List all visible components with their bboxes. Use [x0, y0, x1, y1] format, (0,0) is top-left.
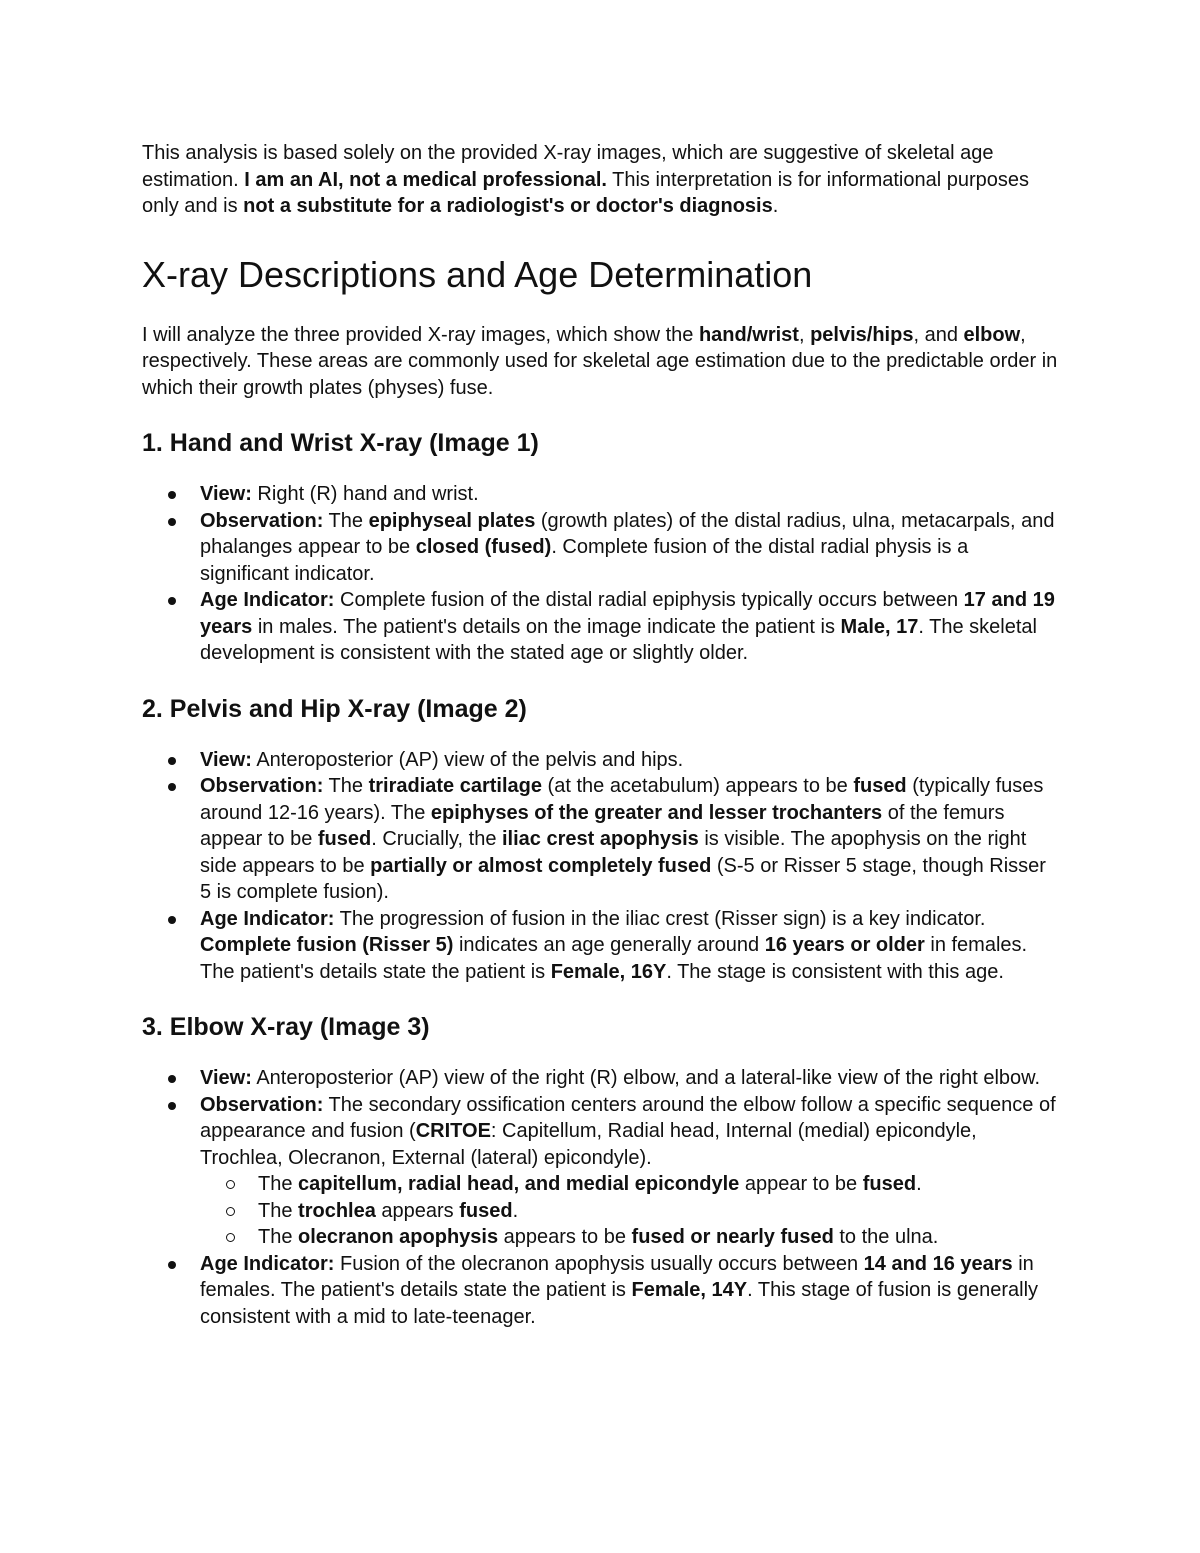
elbow-list [142, 1065, 1062, 1330]
sublist-item: The trochlea appears fused. [200, 1198, 1062, 1225]
document-page [142, 140, 1062, 1356]
section-heading-pelvis-hip: 2. Pelvis and Hip X-ray (Image 2) [142, 694, 527, 723]
list-item-observation: Observation: The secondary ossification centers around the elbow follow a specific sequence of appearance and fusion (CRITOE: Capitellum, Radial head, Internal (medial) epicondyle, Trochlea, Olecranon, External (lateral) epicondyle). The capitellum, radial head, and medial epicondyle appear to be fused. The trochlea appears fused. The olecranon apophysis appears to be fused or nearly fused to the ulna. [142, 1092, 1062, 1251]
list-item-view: View: Anteroposterior (AP) view of the right (R) elbow, and a lateral-like view of the right elbow. [142, 1065, 1062, 1092]
list-item-observation: Observation: The triradiate cartilage (at the acetabulum) appears to be fused (typically fuses around 12-16 years). The epiphyses of the greater and lesser trochanters of the femurs appear to be fused. Crucially, the iliac crest apophysis is visible. The apophysis on the right side appears to be partially or almost completely fused (S-5 or Risser 5 stage, though Risser 5 is complete fusion). [142, 773, 1062, 906]
list-item-view: View: Anteroposterior (AP) view of the pelvis and hips. [142, 747, 1062, 774]
pelvis-hip-list [142, 747, 1062, 986]
overview-paragraph: I will analyze the three provided X-ray images, which show the hand/wrist, pelvis/hips, and elbow, respectively. These areas are commonly used for skeletal age estimation due to the predictable order in which their growth plates (physes) fuse. [142, 323, 1058, 399]
sublist-item: The olecranon apophysis appears to be fused or nearly fused to the ulna. [200, 1224, 1062, 1251]
section-heading-elbow: 3. Elbow X-ray (Image 3) [142, 1013, 430, 1041]
elbow-fusion-sublist [200, 1171, 1062, 1251]
list-item-age-indicator: Age Indicator: Complete fusion of the distal radial epiphysis typically occurs between 17 and 19 years in males. The patient's details on the image indicate the patient is Male, 17. The skeletal development is consistent with the stated age or slightly older. [142, 587, 1062, 667]
hand-wrist-list [142, 481, 1062, 667]
list-item-observation: Observation: The epiphyseal plates (growth plates) of the distal radius, ulna, metacarpals, and phalanges appear to be closed (fused). Complete fusion of the distal radial physis is a significant indicator. [142, 508, 1062, 588]
sublist-item: The capitellum, radial head, and medial epicondyle appear to be fused. [200, 1171, 1062, 1198]
list-item-view: View: Right (R) hand and wrist. [142, 481, 1062, 508]
list-item-age-indicator: Age Indicator: The progression of fusion in the iliac crest (Risser sign) is a key indicator. Complete fusion (Risser 5) indicates an age generally around 16 years or older in females. The patient's details state the patient is Female, 16Y. The stage is consistent with this age. [142, 906, 1062, 986]
page-title: X-ray Descriptions and Age Determination [142, 253, 813, 295]
disclaimer-paragraph: This analysis is based solely on the provided X-ray images, which are suggestive of skeletal age estimation. I am an AI, not a medical professional. This interpretation is for informational purposes only and is not a substitute for a radiologist's or doctor's diagnosis. [142, 142, 1030, 217]
list-item-age-indicator: Age Indicator: Fusion of the olecranon apophysis usually occurs between 14 and 16 years in females. The patient's details state the patient is Female, 14Y. This stage of fusion is generally consistent with a mid to late-teenager. [142, 1251, 1062, 1331]
section-heading-hand-wrist: 1. Hand and Wrist X-ray (Image 1) [142, 429, 539, 457]
